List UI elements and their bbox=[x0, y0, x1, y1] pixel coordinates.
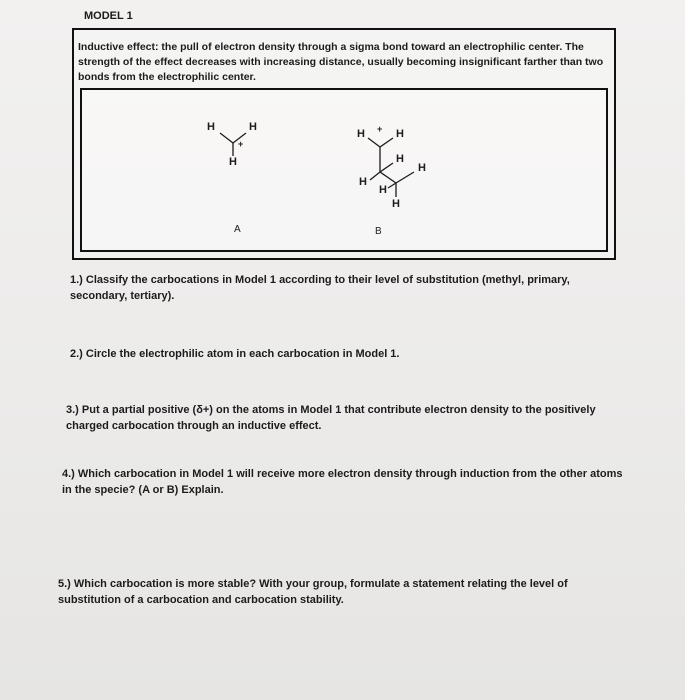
mol-a-h-right: H bbox=[249, 121, 257, 133]
question-1 bbox=[70, 272, 590, 304]
bond-b-top-right bbox=[380, 138, 393, 147]
question-1-number: 1.) bbox=[70, 274, 83, 286]
mol-a-label: A bbox=[234, 224, 241, 235]
question-1-text: Classify the carbocations in Model 1 according to their level of substitution (methyl, primary, secondary, tertiary). bbox=[70, 274, 570, 302]
question-2-number: 2.) bbox=[70, 348, 83, 360]
question-3-text: Put a partial positive (δ+) on the atoms in Model 1 that contribute electron density to the positively charged carbocation through an inductive effect. bbox=[66, 404, 596, 432]
mol-b-h7: H bbox=[392, 198, 400, 210]
mol-b-h1: H bbox=[357, 128, 365, 140]
bond-b-c2-h-left bbox=[370, 172, 380, 180]
mol-a-h-left: H bbox=[207, 121, 215, 133]
question-4-text: Which carbocation in Model 1 will receive more electron density through induction from the other atoms in the specie? (A or B) Explain. bbox=[62, 468, 623, 496]
mol-b-h3: H bbox=[396, 153, 404, 165]
question-3-number: 3.) bbox=[66, 404, 79, 416]
mol-b-h6: H bbox=[379, 184, 387, 196]
bond-b-c2-c3 bbox=[380, 172, 396, 183]
bond-b-top-left bbox=[368, 138, 380, 147]
question-5-text: Which carbocation is more stable? With your group, formulate a statement relating the level of substitution of a carbocation and carbocation stability. bbox=[58, 578, 568, 606]
mol-b-h2: H bbox=[396, 128, 404, 140]
mol-a-charge: + bbox=[238, 139, 244, 149]
mol-b-h5: H bbox=[418, 162, 426, 174]
bond-b-c2-h-upper bbox=[380, 163, 393, 172]
model-title: MODEL 1 bbox=[84, 10, 133, 22]
bond-b-c3-h-left bbox=[388, 183, 396, 188]
question-5 bbox=[58, 576, 624, 608]
question-2-text: Circle the electrophilic atom in each carbocation in Model 1. bbox=[85, 348, 400, 360]
question-4-number: 4.) bbox=[62, 468, 75, 480]
mol-b-label: B bbox=[375, 226, 382, 237]
inductive-effect-definition: Inductive effect: the pull of electron density through a sigma bond toward an electrophilic center. The strength of the effect decreases with increasing distance, usually becoming insignificant farther than two bonds from the electrophilic center. bbox=[78, 41, 604, 83]
mol-b-h4: H bbox=[359, 176, 367, 188]
bond-a-left bbox=[220, 133, 233, 143]
bond-b-c3-h-right bbox=[396, 172, 414, 183]
question-3 bbox=[66, 402, 626, 434]
question-4 bbox=[62, 466, 628, 498]
mol-a-h-bottom: H bbox=[229, 156, 237, 168]
question-2 bbox=[70, 346, 590, 362]
mol-b-charge: + bbox=[377, 124, 383, 134]
question-5-number: 5.) bbox=[58, 578, 71, 590]
